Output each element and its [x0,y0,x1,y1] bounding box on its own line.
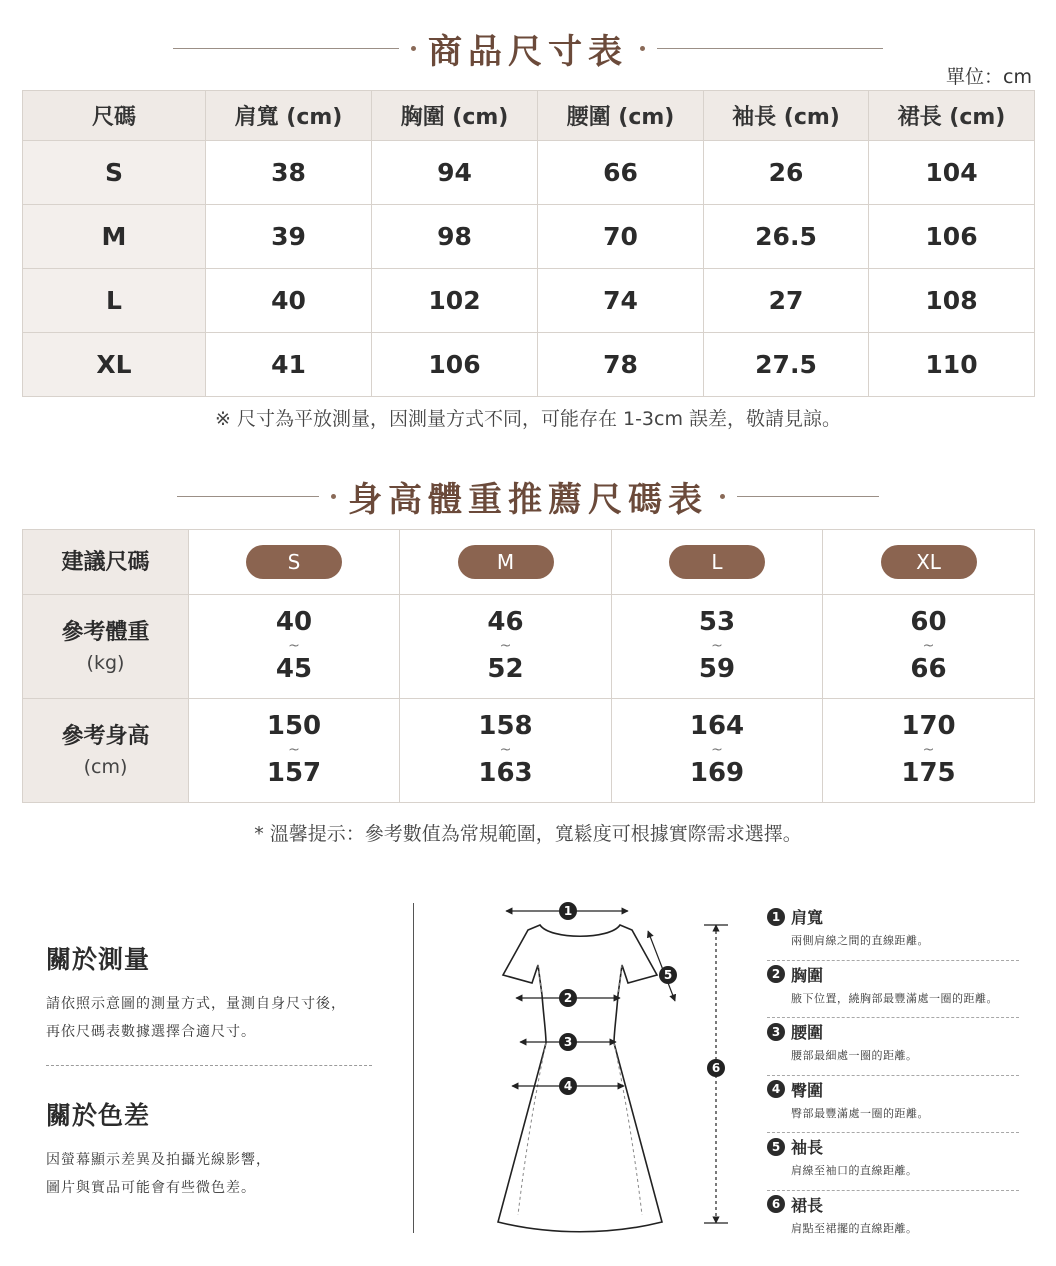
recommend-chart-note: * 溫馨提示：參考數值為常規範圍，寬鬆度可根據實際需求選擇。 [254,823,802,845]
legend-number: 6 [767,1195,785,1213]
range-tilde: ~ [922,637,935,654]
title-divider-right [657,48,883,49]
legend-desc: 肩線至袖口的直線距離。 [791,1164,918,1177]
unit-label: 單位：cm [946,66,1032,88]
legend-title: 裙長 [791,1195,824,1215]
height-min: 158 [478,711,533,742]
cell-sleeve: 27 [704,269,869,333]
range-tilde: ~ [288,741,300,758]
cell-dress-length: 106 [869,205,1035,269]
size-label: 建議尺碼 [23,530,189,595]
about-measure-line: 再依尺碼表數據選擇合適尺寸。 [46,1024,256,1040]
legend-desc: 臀部最豐滿處一圈的距離。 [791,1106,929,1120]
cell-dress-length: 104 [869,141,1035,205]
cell-sleeve: 27.5 [704,333,869,397]
weight-range [823,595,1035,699]
cell-chest: 94 [372,141,538,205]
legend-item [767,1193,1019,1249]
about-color-line: 因螢幕顯示差異及拍攝光線影響， [46,1152,271,1168]
weight-range [189,595,400,699]
legend-title: 腰圍 [791,1023,824,1042]
size-cell [823,530,1035,595]
legend-number: 3 [767,1023,785,1041]
weight-min: 60 [910,607,947,638]
marker-6: 6 [711,1061,721,1075]
cell-shoulder: 41 [206,333,372,397]
legend-item [767,1078,1019,1134]
legend-item [767,905,1019,961]
size-chart-note: ※ 尺寸為平放測量，因測量方式不同，可能存在 1-3cm 誤差，敬請見諒。 [214,408,842,430]
legend-desc: 腋下位置，繞胸部最豐滿處一圈的距離。 [791,991,998,1005]
range-tilde: ~ [288,637,300,654]
cell-shoulder: 38 [206,141,372,205]
cell-waist: 74 [538,269,704,333]
title-divider-right [737,496,879,497]
height-label-cell [23,699,189,803]
weight-max: 59 [698,654,736,685]
height-unit: (cm) [83,755,128,778]
cell-waist: 70 [538,205,704,269]
height-max: 169 [689,758,745,789]
cell-shoulder: 40 [206,269,372,333]
size-cell [612,530,823,595]
legend-title: 胸圍 [791,965,824,985]
header-size: 尺碼 [23,91,206,141]
range-tilde: ~ [711,637,723,654]
height-range [823,699,1035,803]
header-dress-length: 裙長 (cm) [869,91,1035,141]
marker-3: 3 [563,1035,573,1049]
size-pill: L [669,545,765,579]
size-pill: M [458,545,554,579]
cell-chest: 98 [372,205,538,269]
weight-range [400,595,612,699]
height-range [400,699,612,803]
row-size: M [23,205,206,269]
title-divider-left [173,48,399,49]
size-pill: S [246,545,342,579]
legend-desc: 肩點至裙擺的直線距離。 [791,1221,918,1235]
about-color-title: 關於色差 [46,1101,151,1130]
recommend-height-row [23,699,1035,803]
weight-range [612,595,823,699]
size-cell [400,530,612,595]
legend-number: 2 [767,965,785,983]
title-dot-left [331,494,336,499]
about-color-line: 圖片與實品可能會有些微色差。 [46,1180,256,1196]
weight-min: 53 [698,607,736,638]
size-chart-header-row [23,91,1035,141]
header-chest: 胸圍 (cm) [372,91,538,141]
header-sleeve: 袖長 (cm) [704,91,869,141]
title-dot-right [720,494,725,499]
recommend-size-row [23,530,1035,595]
marker-5: 5 [663,968,673,982]
weight-max: 66 [910,654,947,685]
cell-dress-length: 108 [869,269,1035,333]
size-chart-table [22,90,1035,397]
legend-number: 4 [767,1080,785,1098]
table-row [23,141,1035,205]
height-min: 170 [901,711,956,742]
marker-1: 1 [563,904,573,918]
marker-4: 4 [563,1079,573,1093]
table-row [23,333,1035,397]
recommend-chart-table [22,529,1035,803]
table-row [23,269,1035,333]
header-shoulder: 肩寬 (cm) [206,91,372,141]
dress-measurement-diagram [440,895,760,1240]
about-divider [46,1065,372,1066]
height-min: 164 [689,711,745,742]
size-cell [189,530,400,595]
range-tilde: ~ [499,741,512,758]
height-max: 163 [478,758,533,789]
cell-chest: 106 [372,333,538,397]
recommend-chart-title: 身高體重推薦尺碼表 [348,480,708,520]
size-chart-title: 商品尺寸表 [428,32,628,72]
about-measure-line: 請依照示意圖的測量方式，量測自身尺寸後， [46,996,346,1012]
cell-chest: 102 [372,269,538,333]
marker-2: 2 [563,991,573,1005]
range-tilde: ~ [711,741,723,758]
cell-waist: 66 [538,141,704,205]
title-dot-left [411,46,416,51]
legend-item [767,1020,1019,1076]
about-measure-title: 關於測量 [46,945,151,974]
weight-min: 46 [487,607,524,638]
recommend-weight-row [23,595,1035,699]
weight-label-cell [23,595,189,699]
about-color-section [46,1096,271,1202]
weight-min: 40 [275,607,313,638]
range-tilde: ~ [499,637,512,654]
legend-item [767,963,1019,1019]
height-max: 157 [266,758,322,789]
weight-max: 45 [275,654,313,685]
legend-title: 臀圍 [791,1080,824,1100]
cell-sleeve: 26 [704,141,869,205]
height-max: 175 [901,758,956,789]
title-divider-left [177,496,319,497]
legend-item [767,1135,1019,1191]
legend-number: 1 [767,908,785,926]
table-row [23,205,1035,269]
legend-desc: 兩側肩線之間的直線距離。 [791,934,929,947]
cell-shoulder: 39 [206,205,372,269]
weight-label: 參考體重 [61,619,150,645]
cell-dress-length: 110 [869,333,1035,397]
row-size: XL [23,333,206,397]
cell-waist: 78 [538,333,704,397]
title-dot-right [640,46,645,51]
legend-desc: 腰部最細處一圈的距離。 [791,1049,918,1062]
about-measure-section [46,940,346,1046]
weight-unit: (kg) [86,651,125,674]
section-divider [413,903,414,1233]
size-pill: XL [881,545,977,579]
size-chart-title-row [0,24,1056,73]
row-size: S [23,141,206,205]
legend-title: 肩寬 [791,908,824,927]
measurement-legend [767,903,1019,1248]
cell-sleeve: 26.5 [704,205,869,269]
height-min: 150 [266,711,322,742]
weight-max: 52 [487,654,524,685]
dress-outline [498,925,662,1232]
legend-title: 袖長 [791,1138,824,1157]
recommend-chart-title-row [0,472,1056,521]
row-size: L [23,269,206,333]
range-tilde: ~ [922,741,935,758]
legend-number: 5 [767,1138,785,1156]
height-label: 參考身高 [61,723,150,749]
height-range [612,699,823,803]
height-range [189,699,400,803]
header-waist: 腰圍 (cm) [538,91,704,141]
